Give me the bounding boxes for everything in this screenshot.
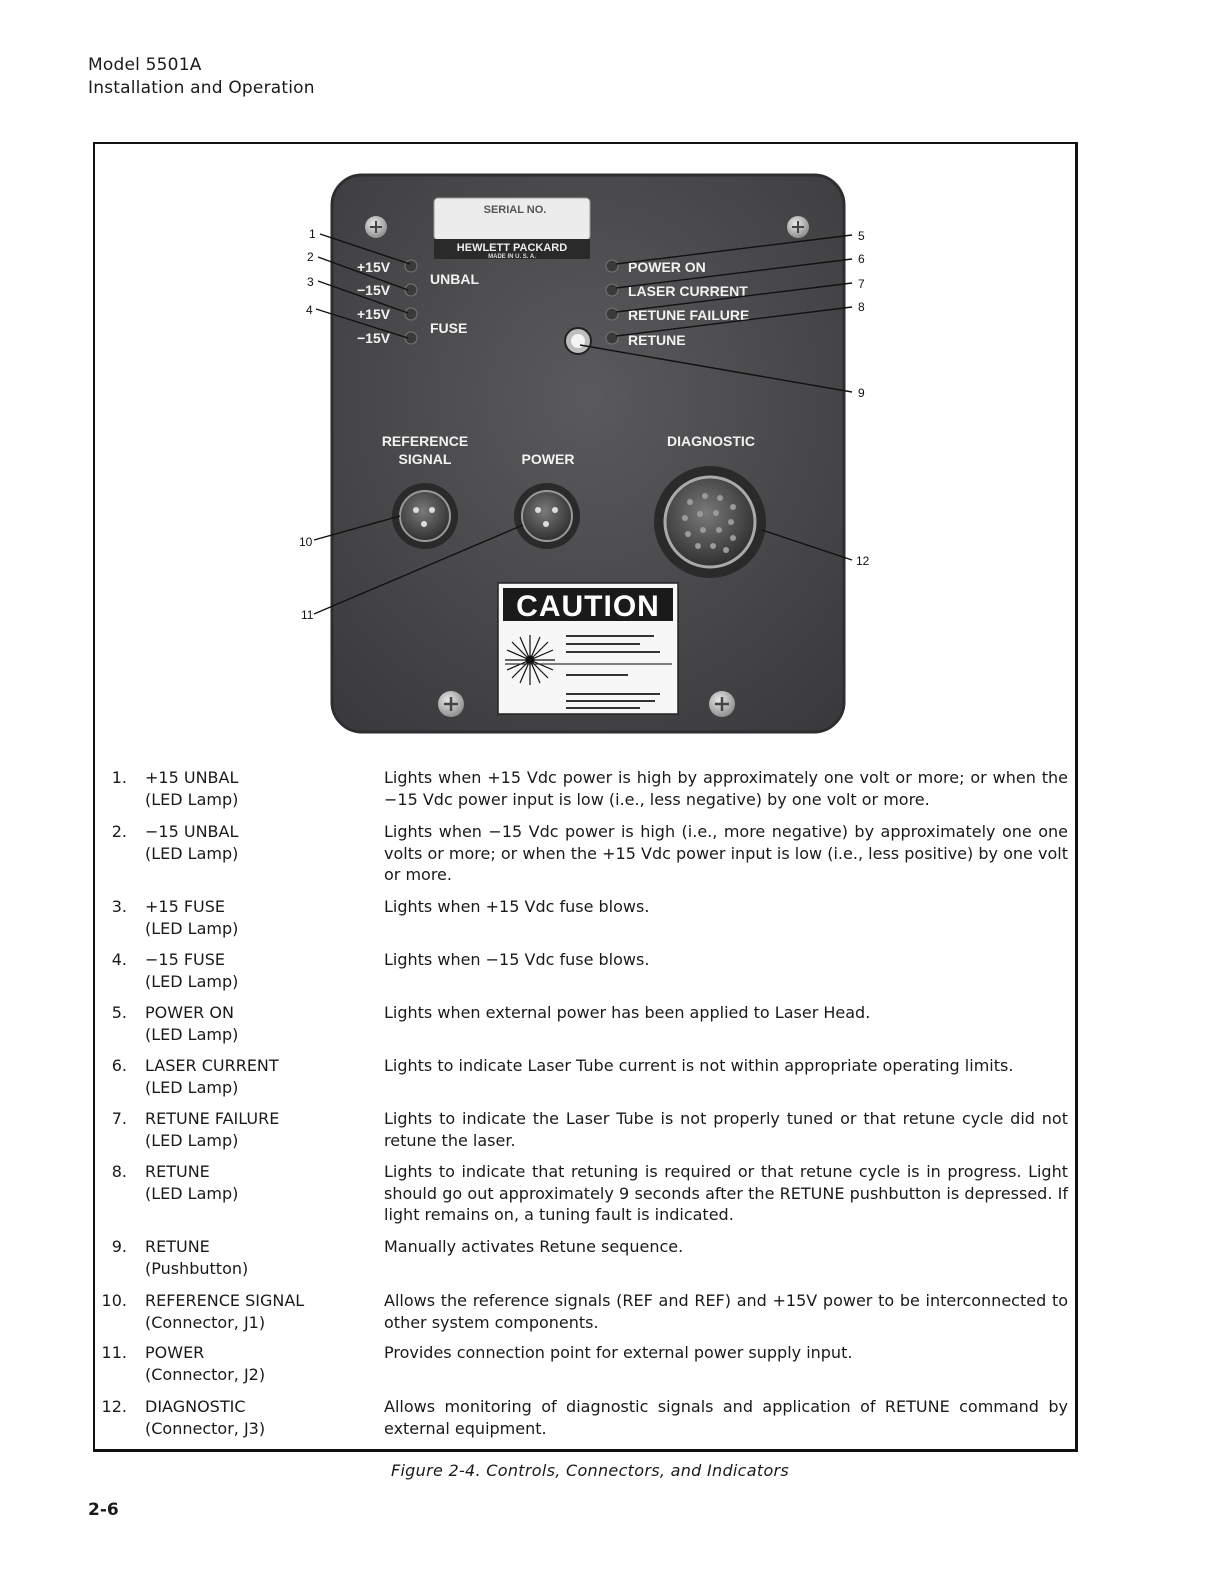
- legend-desc: Lights to indicate that retuning is required or that retune cycle is in progress. Light should go out approximately 9 seconds after the RETUNE pushbutton is depressed. If light remains on, a tuning fault is indicated.: [384, 1162, 1068, 1224]
- legend-name-block: [145, 1396, 265, 1439]
- legend-type: (Pushbutton): [145, 1258, 249, 1278]
- legend-name-block: [145, 1055, 279, 1098]
- group-label-unbal: UNBAL: [430, 271, 479, 287]
- legend-name: +15 FUSE: [145, 897, 226, 916]
- legend-type: (Connector, J3): [145, 1418, 266, 1438]
- legend-desc: Lights to indicate the Laser Tube is not properly tuned or that retune cycle did not retune the laser.: [384, 1109, 1068, 1150]
- legend-type: (LED Lamp): [145, 843, 239, 863]
- legend-type: (Connector, J2): [145, 1364, 266, 1384]
- legend-desc: Lights when +15 Vdc power is high by approximately one volt or more; or when the −15 Vdc power input is low (i.e., less negative) by one volt or more.: [384, 768, 1068, 809]
- led-retune: [606, 332, 618, 344]
- legend-name: RETUNE FAILURE: [145, 1109, 280, 1128]
- group-label-fuse: FUSE: [430, 320, 468, 336]
- power-connector-icon: [514, 483, 580, 549]
- page-number: 2-6: [88, 1500, 119, 1520]
- legend-type: (LED Lamp): [145, 1130, 239, 1150]
- legend-num: 1.: [111, 768, 127, 787]
- laser-head-panel-figure: [0, 0, 1232, 760]
- callout-11: 11: [301, 608, 314, 622]
- legend-type: (LED Lamp): [145, 1077, 239, 1097]
- legend-desc: Allows the reference signals (REF and REF) and +15V power to be interconnected to other system components.: [384, 1291, 1068, 1332]
- legend-num: 6.: [111, 1056, 127, 1075]
- legend-name-block: [145, 1236, 248, 1279]
- led-label-plus15-unbal: +15V: [357, 259, 391, 275]
- legend-num: 10.: [101, 1291, 127, 1310]
- reference-signal-label-2: SIGNAL: [398, 451, 452, 467]
- caution-label: [498, 583, 678, 714]
- legend-desc: Lights when −15 Vdc power is high (i.e., more negative) by approximately one one volts or more; or when the +15 Vdc power input is low (i.e., less positive) by one volt or more.: [384, 822, 1068, 884]
- legend-desc: Allows monitoring of diagnostic signals and application of RETUNE command by external equipment.: [384, 1397, 1068, 1438]
- legend-name-block: [145, 1002, 238, 1045]
- legend-desc: Manually activates Retune sequence.: [384, 1237, 684, 1256]
- led-plus15-fuse: [405, 308, 417, 320]
- led-label-retune-failure: RETUNE FAILURE: [628, 307, 750, 323]
- legend-name: POWER: [145, 1343, 205, 1362]
- laser-starburst-icon: [505, 635, 555, 685]
- screw-top-left: [365, 216, 387, 238]
- legend-name-block: [145, 1342, 265, 1385]
- reference-signal-connector-icon: [392, 483, 458, 549]
- legend-name-block: [145, 1161, 238, 1204]
- origin-label: MADE IN U. S. A.: [488, 254, 536, 260]
- legend-name-block: [145, 1108, 279, 1151]
- led-power-on: [606, 260, 618, 272]
- callout-8: 8: [858, 300, 865, 314]
- callout-5: 5: [858, 229, 865, 243]
- legend-name: POWER ON: [145, 1003, 234, 1022]
- legend-name: REFERENCE SIGNAL: [145, 1291, 305, 1310]
- legend-num: 12.: [101, 1397, 127, 1416]
- reference-signal-label-1: REFERENCE: [381, 433, 469, 449]
- legend-type: (LED Lamp): [145, 918, 239, 938]
- legend-name: DIAGNOSTIC: [145, 1397, 246, 1416]
- legend-name: LASER CURRENT: [145, 1056, 279, 1075]
- led-retune-failure: [606, 308, 618, 320]
- callout-4: 4: [306, 303, 313, 317]
- legend-num: 9.: [111, 1237, 127, 1256]
- legend-num: 3.: [111, 897, 127, 916]
- legend-num: 4.: [111, 950, 127, 969]
- power-connector-label: POWER: [521, 451, 575, 467]
- led-laser-current: [606, 284, 618, 296]
- caution-text: CAUTION: [516, 590, 660, 623]
- legend-type: (LED Lamp): [145, 1024, 239, 1044]
- model-title: Model 5501A: [88, 55, 202, 75]
- screw-bottom-left: [438, 691, 464, 717]
- screw-top-right: [787, 216, 809, 238]
- legend-desc: Lights to indicate Laser Tube current is not within appropriate operating limits.: [384, 1056, 1014, 1075]
- serial-label: SERIAL NO.: [483, 204, 547, 216]
- legend-name-block: [145, 767, 238, 810]
- section-title: Installation and Operation: [88, 78, 315, 98]
- legend-type: (Connector, J1): [145, 1312, 266, 1332]
- legend-name: −15 UNBAL: [145, 822, 239, 841]
- legend-name: +15 UNBAL: [145, 768, 239, 787]
- figure-caption: Figure 2-4. Controls, Connectors, and Indicators: [390, 1461, 790, 1480]
- legend-desc: Lights when external power has been applied to Laser Head.: [384, 1003, 871, 1022]
- legend-name: RETUNE: [145, 1162, 210, 1181]
- led-label-minus15-fuse: −15V: [357, 330, 391, 346]
- led-label-retune: RETUNE: [628, 332, 686, 348]
- maker-label: HEWLETT PACKARD: [456, 242, 568, 254]
- legend-name-block: [145, 949, 238, 992]
- legend-num: 5.: [111, 1003, 127, 1022]
- callout-10: 10: [299, 535, 313, 549]
- legend-type: (LED Lamp): [145, 789, 239, 809]
- legend-desc: Provides connection point for external power supply input.: [384, 1343, 853, 1362]
- diagnostic-connector-label: DIAGNOSTIC: [667, 433, 755, 449]
- led-label-plus15-fuse: +15V: [357, 306, 391, 322]
- legend-desc: Lights when −15 Vdc fuse blows.: [384, 950, 650, 969]
- callout-7: 7: [858, 277, 865, 291]
- callout-6: 6: [858, 252, 865, 266]
- legend-name-block: [145, 821, 238, 864]
- diagnostic-connector-icon: [654, 466, 766, 578]
- legend-name-block: [145, 1290, 304, 1333]
- led-label-laser-current: LASER CURRENT: [628, 283, 748, 299]
- legend-name: −15 FUSE: [145, 950, 226, 969]
- legend-type: (LED Lamp): [145, 971, 239, 991]
- led-label-power-on: POWER ON: [628, 259, 706, 275]
- legend-num: 8.: [111, 1162, 127, 1181]
- callout-1: 1: [309, 227, 316, 241]
- callout-9: 9: [858, 386, 865, 400]
- legend-name: RETUNE: [145, 1237, 210, 1256]
- legend-desc: Lights when +15 Vdc fuse blows.: [384, 897, 650, 916]
- callout-2: 2: [307, 250, 314, 264]
- legend-num: 11.: [101, 1343, 127, 1362]
- callout-3: 3: [307, 275, 314, 289]
- legend-name-block: [145, 896, 238, 939]
- callout-12: 12: [856, 554, 870, 568]
- legend-num: 2.: [111, 822, 127, 841]
- led-label-minus15-unbal: −15V: [357, 282, 391, 298]
- screw-bottom-right: [709, 691, 735, 717]
- retune-pushbutton[interactable]: [565, 328, 591, 354]
- legend-num: 7.: [111, 1109, 127, 1128]
- legend-type: (LED Lamp): [145, 1183, 239, 1203]
- led-plus15-unbal: [405, 260, 417, 272]
